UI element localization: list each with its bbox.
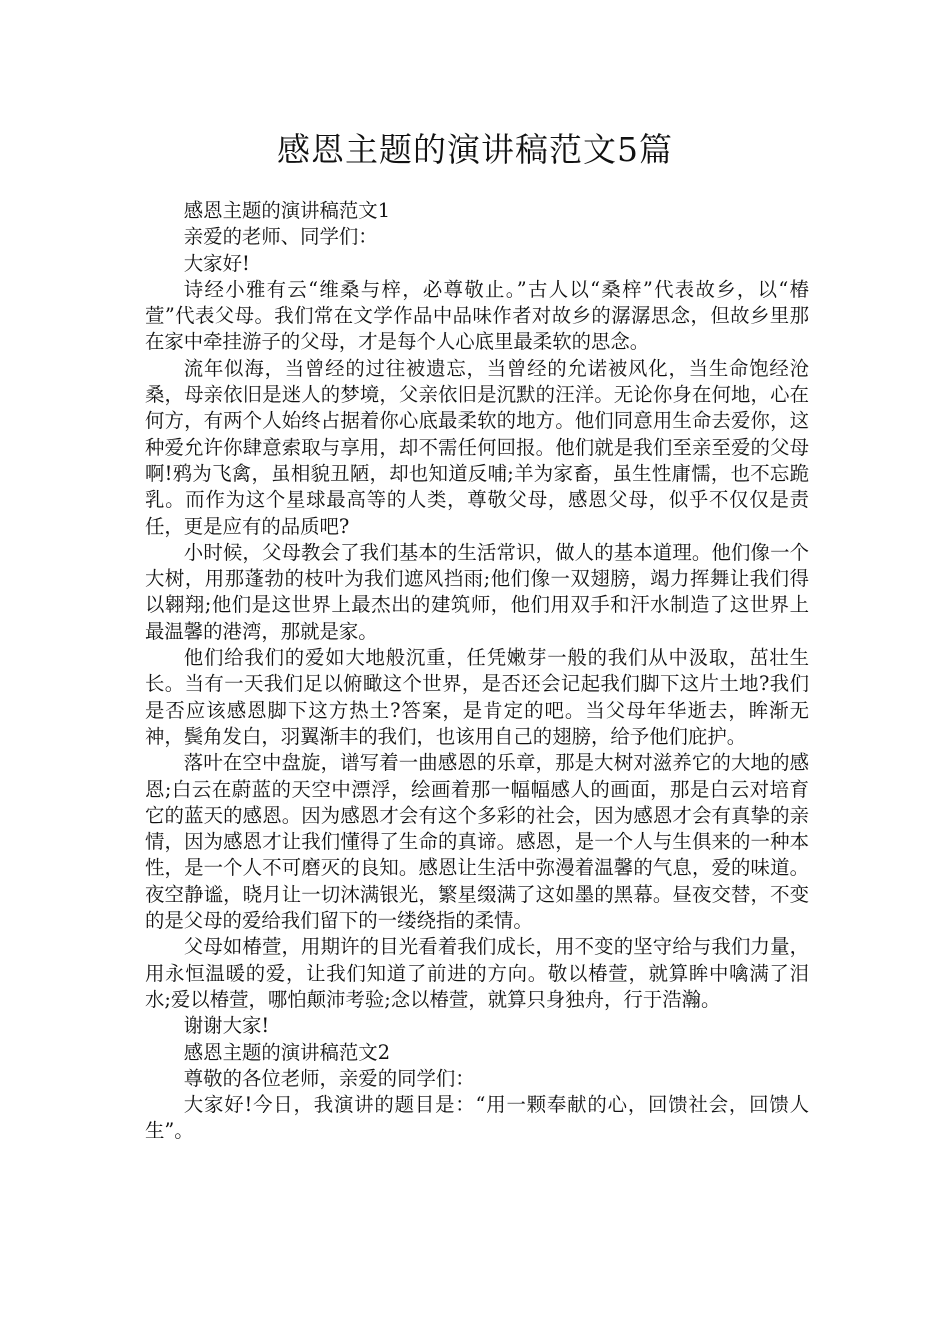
document-body	[145, 198, 809, 1145]
body-paragraph: 落叶在空中盘旋，谱写着一曲感恩的乐章，那是大树对滋养它的大地的感恩;白云在蔚蓝的天空中漂浮，绘画着那一幅幅感人的画面，那是白云对培育它的蓝天的感恩。因为感恩才会有这个多彩的社会，因为感恩才会有真挚的亲情，因为感恩才让我们懂得了生命的真谛。感恩，是一个人与生俱来的一种本性，是一个人不可磨灭的良知。感恩让生活中弥漫着温馨的气息，爱的味道。夜空静谧，晓月让一切沐满银光，繁星缀满了这如墨的黑幕。昼夜交替，不变的是父母的爱给我们留下的一缕绕指的柔情。	[145, 751, 809, 933]
salutation: 尊敬的各位老师，亲爱的同学们：	[183, 1066, 475, 1090]
document-title: 感恩主题的演讲稿范文5篇	[277, 130, 673, 169]
body-paragraph: 父母如椿萱，用期许的目光看着我们成长，用不变的坚守给与我们力量，用永恒温暖的爱，让我们知道了前进的方向。敬以椿萱，就算眸中噙满了泪水;爱以椿萱，哪怕颠沛考验;念以椿萱，就算只身独舟，行于浩瀚。	[145, 935, 809, 1011]
body-paragraph: 小时候，父母教会了我们基本的生活常识，做人的基本道理。他们像一个大树，用那蓬勃的枝叶为我们遮风挡雨;他们像一双翅膀，竭力挥舞让我们得以翱翔;他们是这世界上最杰出的建筑师，他们用双手和汗水制造了这世界上最温馨的港湾，那就是家。	[145, 540, 809, 643]
greeting: 大家好!	[183, 251, 250, 275]
salutation: 亲爱的老师、同学们：	[183, 225, 378, 249]
body-paragraph: 大家好!今日，我演讲的题目是：“用一颗奉献的心，回馈社会，回馈人生”。	[145, 1093, 809, 1143]
section-heading-2: 感恩主题的演讲稿范文2	[183, 1040, 391, 1064]
section-heading-1: 感恩主题的演讲稿范文1	[183, 199, 391, 222]
body-paragraph: 流年似海，当曾经的过往被遗忘，当曾经的允诺被风化，当生命饱经沧桑，母亲依旧是迷人的梦境，父亲依旧是沉默的汪洋。无论你身在何地，心在何方，有两个人始终占据着你心底最柔软的地方。他们同意用生命去爱你，这种爱允许你肆意索取与享用，却不需任何回报。他们就是我们至亲至爱的父母啊!鸦为飞禽，虽相貌丑陋，却也知道反哺;羊为家畜，虽生性庸懦，也不忘跪乳。而作为这个星球最高等的人类，尊敬父母，感恩父母，似乎不仅仅是责任，更是应有的品质吧?	[145, 356, 809, 538]
closing-thanks: 谢谢大家!	[183, 1014, 270, 1038]
body-paragraph: 诗经小雅有云“维桑与梓，必尊敬止。”古人以“桑梓”代表故乡，以“椿萱”代表父母。我们常在文学作品中品味作者对故乡的潺潺思念，但故乡里那在家中牵挂游子的父母，才是每个人心底里最柔软的思念。	[145, 277, 809, 354]
body-paragraph: 他们给我们的爱如大地般沉重，任凭嫩芽一般的我们从中汲取，茁壮生长。当有一天我们足以俯瞰这个世界，是否还会记起我们脚下这片土地?我们是否应该感恩脚下这方热土?答案，是肯定的吧。当父母年华逝去，眸渐无神，鬓角发白，羽翼渐丰的我们，也该用自己的翅膀，给予他们庇护。	[145, 646, 809, 748]
